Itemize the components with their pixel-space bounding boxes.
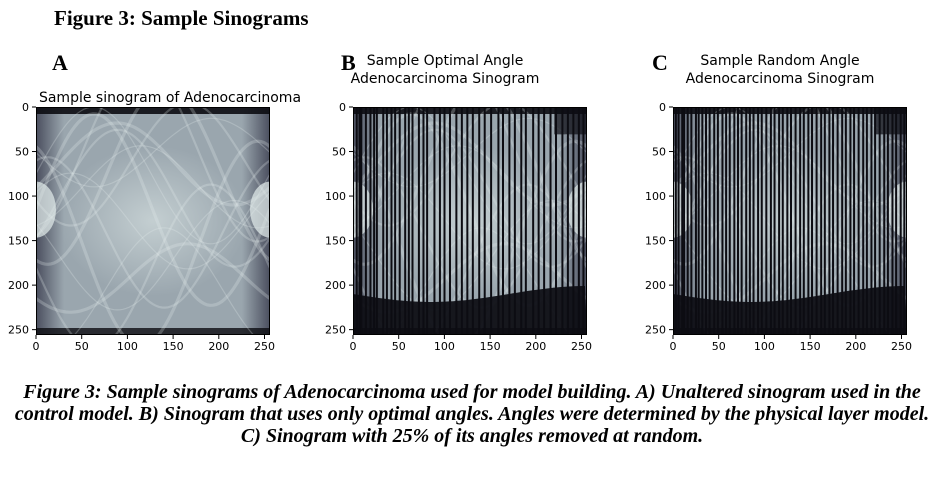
removed-angle-column xyxy=(520,107,522,335)
removed-angle-column xyxy=(862,107,864,335)
removed-angle-column xyxy=(408,107,410,335)
removed-angle-column xyxy=(543,107,545,335)
removed-angle-column xyxy=(394,107,396,335)
removed-angle-column xyxy=(426,107,428,335)
removed-angle-column xyxy=(433,107,435,335)
x-tick-label: 200 xyxy=(845,340,867,353)
x-tick-label: 50 xyxy=(74,340,89,353)
removed-angle-column xyxy=(490,107,492,335)
removed-angle-column xyxy=(753,107,755,335)
removed-angle-column xyxy=(807,107,809,335)
removed-angle-column xyxy=(790,107,792,335)
y-tick-label: 200 xyxy=(8,279,29,293)
removed-angle-column xyxy=(879,107,881,335)
removed-angle-column xyxy=(713,107,715,335)
removed-angle-column xyxy=(870,107,872,335)
removed-angle-column xyxy=(356,107,358,335)
removed-angle-column xyxy=(422,107,424,335)
x-tick-label: 250 xyxy=(571,340,593,353)
removed-angle-column xyxy=(365,107,367,335)
removed-angle-column xyxy=(683,107,685,335)
removed-angle-column xyxy=(578,107,580,335)
x-tick-label: 150 xyxy=(799,340,821,353)
removed-angle-column xyxy=(832,107,834,335)
removed-angle-column xyxy=(439,107,441,335)
removed-angle-column xyxy=(484,107,486,335)
removed-angle-column xyxy=(373,107,375,335)
removed-angle-column xyxy=(737,107,739,335)
removed-angle-column xyxy=(525,107,527,335)
y-tick-label: 100 xyxy=(8,190,29,204)
removed-angle-column xyxy=(745,107,747,335)
removed-angle-column xyxy=(820,107,822,335)
x-tick-label: 50 xyxy=(711,340,726,353)
removed-angle-column xyxy=(687,107,689,335)
y-tick-label: 100 xyxy=(645,190,666,204)
removed-angle-column xyxy=(572,107,574,335)
removed-angle-column xyxy=(376,107,378,335)
removed-angle-column xyxy=(866,107,868,335)
removed-angle-column xyxy=(799,107,801,335)
removed-angle-column xyxy=(455,107,457,335)
panel-b-title-line-1: Sample Optimal Angle xyxy=(366,53,524,69)
x-tick-label: 250 xyxy=(254,340,276,353)
removed-angle-column xyxy=(399,107,401,335)
x-tick-label: 100 xyxy=(116,340,138,353)
removed-angle-column xyxy=(514,107,516,335)
removed-angle-column xyxy=(582,107,584,335)
removed-angle-column xyxy=(461,107,463,335)
removed-angle-column xyxy=(497,107,499,335)
removed-angle-column xyxy=(695,107,697,335)
removed-angle-column xyxy=(412,107,414,335)
removed-angle-column xyxy=(561,107,563,335)
removed-angle-column xyxy=(369,107,371,335)
x-tick-label: 150 xyxy=(479,340,501,353)
removed-angle-column xyxy=(449,107,451,335)
x-tick-label: 100 xyxy=(753,340,775,353)
panel-c-letter: C xyxy=(652,50,668,75)
sinogram-image xyxy=(653,64,927,351)
removed-angle-column xyxy=(404,107,406,335)
y-tick-label: 0 xyxy=(22,101,29,114)
panel-b-title xyxy=(315,52,575,88)
x-tick-label: 0 xyxy=(349,340,357,353)
removed-angle-column xyxy=(874,107,876,335)
panel-c-title-line-1: Sample Random Angle xyxy=(700,53,860,69)
sinogram-image xyxy=(333,64,607,351)
removed-angle-column xyxy=(550,107,552,335)
removed-angle-column xyxy=(678,107,680,335)
removed-angle-column xyxy=(883,107,885,335)
y-tick-label: 250 xyxy=(8,323,29,337)
removed-angle-column xyxy=(725,107,727,335)
panel-a-title-line-1: Sample sinogram of Adenocarcinoma xyxy=(38,90,302,106)
panel-a-title xyxy=(20,89,320,107)
removed-angle-column xyxy=(774,107,776,335)
panel-c-title-line-2: Adenocarcinoma Sinogram xyxy=(685,71,875,87)
removed-angle-column xyxy=(841,107,843,335)
removed-angle-column xyxy=(778,107,780,335)
removed-angle-column xyxy=(681,107,683,335)
removed-angle-column xyxy=(472,107,474,335)
removed-angle-column xyxy=(786,107,788,335)
removed-angle-column xyxy=(828,107,830,335)
x-tick-label: 250 xyxy=(891,340,913,353)
removed-angle-column xyxy=(733,107,735,335)
x-tick-label: 0 xyxy=(32,340,40,353)
removed-angle-column xyxy=(386,107,388,335)
removed-angle-column xyxy=(390,107,392,335)
removed-angle-column xyxy=(717,107,719,335)
x-tick-label: 200 xyxy=(525,340,547,353)
removed-angle-column xyxy=(709,107,711,335)
removed-angle-column xyxy=(675,107,677,335)
removed-angle-column xyxy=(757,107,759,335)
removed-angle-column xyxy=(803,107,805,335)
removed-angle-column xyxy=(795,107,797,335)
removed-angle-column xyxy=(508,107,510,335)
y-tick-label: 150 xyxy=(8,234,29,248)
panel-a-plot xyxy=(8,101,276,353)
sinogram-image xyxy=(16,64,290,351)
removed-angle-column xyxy=(900,107,902,335)
removed-angle-column xyxy=(749,107,751,335)
removed-angle-column xyxy=(729,107,731,335)
removed-angle-column xyxy=(887,107,889,335)
y-tick-label: 250 xyxy=(325,323,346,337)
panel-c-title xyxy=(660,52,900,88)
figure-caption: Figure 3: Sample sinograms of Adenocarcinoma used for model building. A) Unaltered sinogram used in the control model. B) Sinogram that uses only optimal angles. Angles were determined by the physical layer model. C) Sinogram with 25% of its angles removed at random. xyxy=(14,381,930,447)
y-tick-label: 50 xyxy=(15,145,29,159)
removed-angle-column xyxy=(853,107,855,335)
removed-angle-column xyxy=(466,107,468,335)
y-tick-label: 150 xyxy=(645,234,666,248)
removed-angle-column xyxy=(837,107,839,335)
removed-angle-column xyxy=(895,107,897,335)
removed-angle-column xyxy=(555,107,557,335)
removed-angle-column xyxy=(532,107,534,335)
removed-angle-column xyxy=(538,107,540,335)
panel-a-letter: A xyxy=(52,50,68,75)
x-tick-label: 150 xyxy=(162,340,184,353)
removed-angle-column xyxy=(443,107,445,335)
removed-angle-column xyxy=(741,107,743,335)
y-tick-label: 50 xyxy=(332,145,346,159)
removed-angle-column xyxy=(845,107,847,335)
panel-b-plot xyxy=(325,101,593,353)
removed-angle-column xyxy=(903,107,905,335)
removed-angle-column xyxy=(418,107,420,335)
removed-angle-column xyxy=(705,107,707,335)
removed-angle-column xyxy=(567,107,569,335)
x-tick-label: 0 xyxy=(669,340,677,353)
removed-angle-column xyxy=(770,107,772,335)
removed-angle-column xyxy=(701,107,703,335)
removed-angle-column xyxy=(478,107,480,335)
y-tick-label: 250 xyxy=(645,323,666,337)
y-tick-label: 50 xyxy=(652,145,666,159)
panel-b-title-line-2: Adenocarcinoma Sinogram xyxy=(350,71,540,87)
removed-angle-column xyxy=(360,107,362,335)
panel-b-letter: B xyxy=(341,50,356,75)
removed-angle-column xyxy=(690,107,692,335)
removed-angle-column xyxy=(782,107,784,335)
figure-heading: Figure 3: Sample Sinograms xyxy=(54,6,309,30)
removed-angle-column xyxy=(721,107,723,335)
y-tick-label: 200 xyxy=(645,279,666,293)
removed-angle-column xyxy=(816,107,818,335)
y-tick-label: 0 xyxy=(659,101,666,114)
removed-angle-column xyxy=(358,107,360,335)
removed-angle-column xyxy=(698,107,700,335)
x-tick-label: 100 xyxy=(433,340,455,353)
removed-angle-column xyxy=(811,107,813,335)
removed-angle-column xyxy=(765,107,767,335)
y-tick-label: 200 xyxy=(325,279,346,293)
removed-angle-column xyxy=(891,107,893,335)
y-tick-label: 150 xyxy=(325,234,346,248)
removed-angle-column xyxy=(502,107,504,335)
y-tick-label: 100 xyxy=(325,190,346,204)
removed-angle-column xyxy=(761,107,763,335)
removed-angle-column xyxy=(824,107,826,335)
removed-angle-column xyxy=(858,107,860,335)
panel-c-plot xyxy=(645,101,913,353)
removed-angle-column xyxy=(849,107,851,335)
x-tick-label: 50 xyxy=(391,340,406,353)
removed-angle-column xyxy=(382,107,384,335)
y-tick-label: 0 xyxy=(339,101,346,114)
x-tick-label: 200 xyxy=(208,340,230,353)
